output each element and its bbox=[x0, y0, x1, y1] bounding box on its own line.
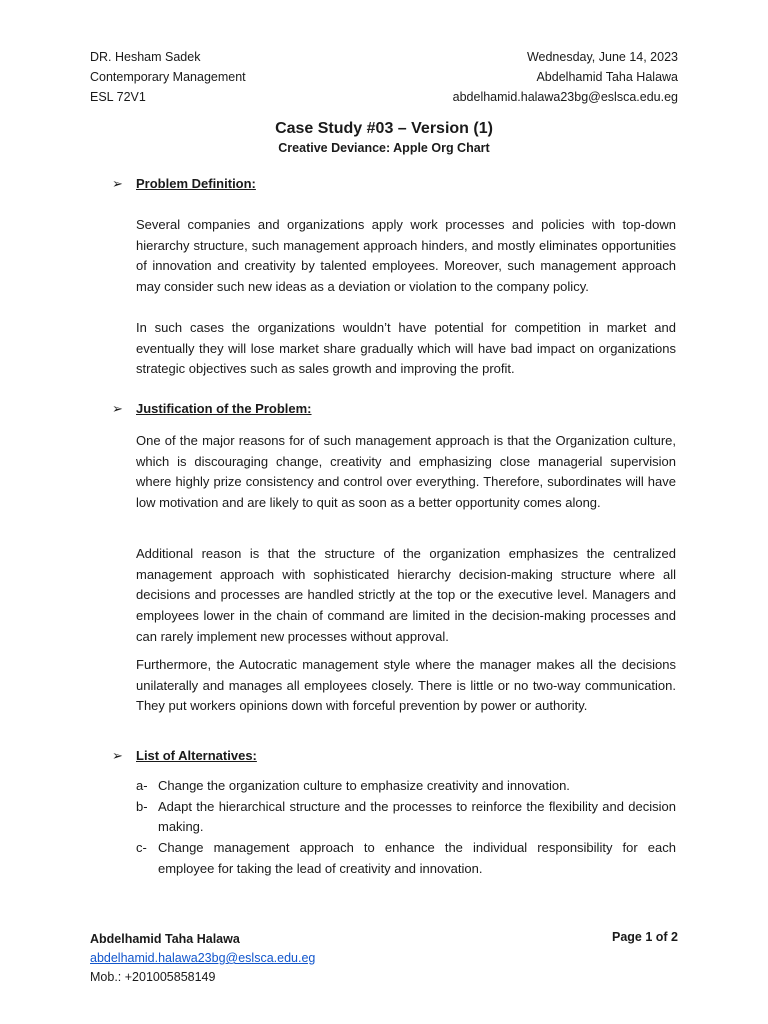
alternatives-list bbox=[136, 776, 676, 880]
author-email: abdelhamid.halawa23bg@eslsca.edu.eg bbox=[452, 90, 678, 104]
course-name: Contemporary Management bbox=[90, 70, 246, 84]
heading-text: Justification of the Problem: bbox=[136, 401, 312, 416]
author-name: Abdelhamid Taha Halawa bbox=[536, 70, 678, 84]
heading-text: Problem Definition: bbox=[136, 176, 256, 191]
justification-paragraph-1: One of the major reasons for of such management approach is that the Organization culture, which is discouraging change, creativity and emphasizing close managerial supervision where highly prize consistency and control over everything. Therefore, subordinates will have low motivation and are likely to quit as soon as a better opportunity comes along. bbox=[136, 433, 676, 511]
heading-text: List of Alternatives: bbox=[136, 748, 257, 763]
list-item bbox=[136, 838, 676, 879]
list-item-marker: b- bbox=[136, 798, 148, 814]
footer-author-name: Abdelhamid Taha Halawa bbox=[90, 932, 240, 946]
footer-email-link[interactable]: abdelhamid.halawa23bg@eslsca.edu.eg bbox=[90, 951, 316, 965]
header-left bbox=[90, 47, 246, 107]
list-item-marker: c- bbox=[136, 840, 147, 856]
list-item-text: Adapt the hierarchical structure and the processes to reinforce the flexibility and decision making. bbox=[158, 798, 676, 835]
course-code: ESL 72V1 bbox=[90, 90, 146, 104]
document-subtitle: Creative Deviance: Apple Org Chart bbox=[278, 141, 490, 155]
document-date: Wednesday, June 14, 2023 bbox=[526, 50, 678, 64]
list-item bbox=[136, 797, 676, 838]
arrow-bullet-icon: ➢ bbox=[112, 748, 123, 763]
footer-left bbox=[90, 930, 315, 987]
section-heading-alternatives bbox=[112, 748, 257, 763]
list-item bbox=[136, 776, 676, 797]
list-item-text: Change the organization culture to emphasize creativity and innovation. bbox=[158, 778, 570, 793]
section-heading-justification bbox=[112, 401, 312, 416]
footer-mobile: Mob.: +201005858149 bbox=[90, 970, 216, 984]
document-title: Case Study #03 – Version (1) bbox=[275, 120, 493, 137]
list-item-text: Change management approach to enhance the individual responsibility for each employee for taking the lead of creativity and innovation. bbox=[158, 840, 676, 876]
arrow-bullet-icon: ➢ bbox=[112, 176, 123, 191]
justification-paragraph-2: Additional reason is that the structure of the organization emphasizes the centralized management approach with sophisticated hierarchy decision-making structure where all decisions and processes are handled strictly at the top or the executive level. Managers and employees lower in the chain of command are limited in the decision-making processes and can rarely implement new processes without approval. bbox=[136, 546, 676, 644]
problem-paragraph-1: Several companies and organizations apply work processes and policies with top-down hierarchy structure, such management approach hinders, and mostly eliminates opportunities of innovation and creativity by talented employees. Moreover, such management approach may consider such new ideas as a deviation or violation to the company policy. bbox=[136, 217, 676, 295]
list-item-marker: a- bbox=[136, 778, 148, 793]
page-number: Page 1 of 2 bbox=[612, 930, 678, 944]
professor-name: DR. Hesham Sadek bbox=[90, 50, 201, 64]
header-right bbox=[453, 47, 678, 107]
section-heading-problem bbox=[112, 176, 256, 191]
justification-paragraph-3: Furthermore, the Autocratic management style where the manager makes all the decisions unilaterally and manages all employees closely. There is little or no two-way communication. They put workers opinions down with forceful prevention by power or authority. bbox=[136, 657, 676, 714]
problem-paragraph-2: In such cases the organizations wouldn’t have potential for competition in market and eventually they will lose market share gradually which will have bad impact on organizations strategic objectives such as sales growth and improving the profit. bbox=[136, 320, 676, 377]
arrow-bullet-icon: ➢ bbox=[112, 401, 123, 416]
